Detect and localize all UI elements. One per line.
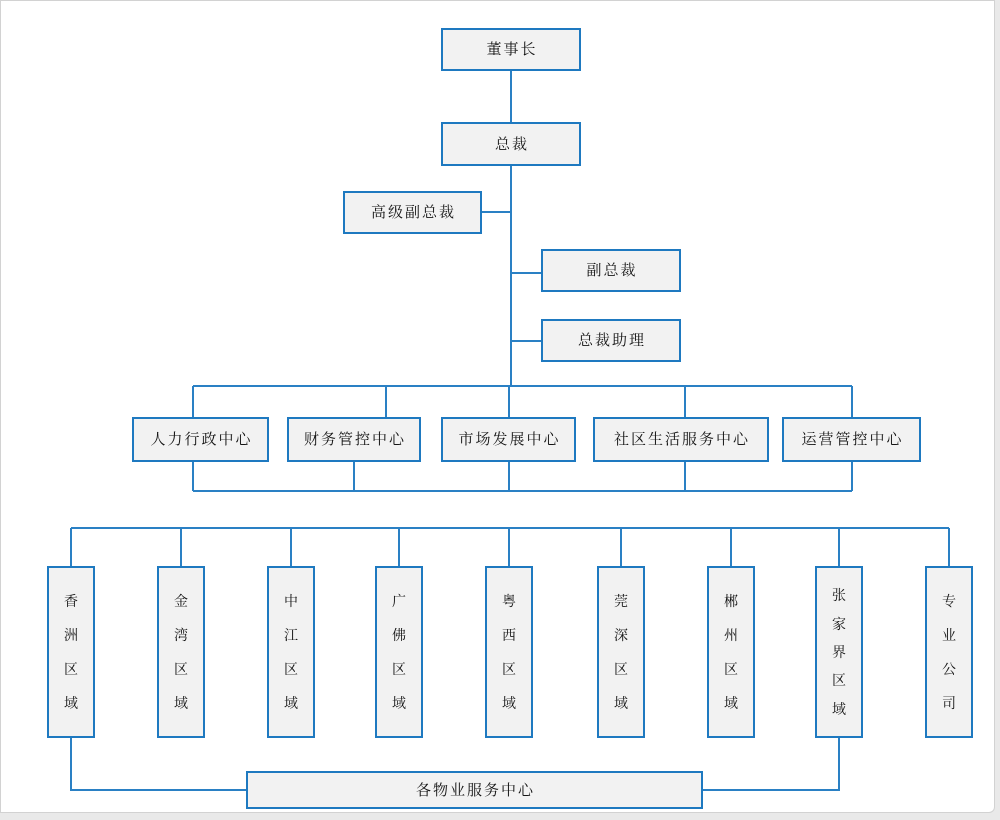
org-node-region-guangfo[interactable] <box>375 566 423 738</box>
org-node-label: 人力行政中心 <box>150 431 253 448</box>
org-node-region-jinwan[interactable] <box>157 566 205 738</box>
org-node-market-development-center[interactable] <box>441 417 576 462</box>
org-node-label: 副总裁 <box>586 262 638 279</box>
org-node-chairman[interactable] <box>441 28 581 71</box>
org-node-label: 运营管控中心 <box>801 431 904 448</box>
org-node-label: 各物业服务中心 <box>415 781 535 799</box>
org-node-president-assistant[interactable] <box>541 319 681 362</box>
org-node-label: 财务管控中心 <box>303 431 406 448</box>
org-node-senior-vice-president[interactable] <box>343 191 482 234</box>
org-node-label: 广 佛 区 域 <box>392 593 406 711</box>
org-node-region-xiangzhou[interactable] <box>47 566 95 738</box>
org-node-label: 粤 西 区 域 <box>502 593 516 711</box>
org-node-region-zhongjiang[interactable] <box>267 566 315 738</box>
org-node-label: 总裁助理 <box>577 332 646 349</box>
org-node-label: 郴 州 区 域 <box>724 593 738 711</box>
org-node-property-service-centers[interactable] <box>246 771 703 809</box>
org-node-label: 社区生活服务中心 <box>613 431 750 448</box>
org-node-region-chenzhou[interactable] <box>707 566 755 738</box>
org-node-label: 金 湾 区 域 <box>174 593 188 711</box>
org-node-label: 总裁 <box>494 135 529 153</box>
org-node-label: 市场发展中心 <box>458 431 561 448</box>
org-node-finance-control-center[interactable] <box>287 417 421 462</box>
org-node-community-life-service-center[interactable] <box>593 417 769 462</box>
org-node-label: 中 江 区 域 <box>284 593 298 711</box>
org-node-label: 莞 深 区 域 <box>614 593 628 711</box>
org-node-vice-president[interactable] <box>541 249 681 292</box>
org-node-region-zhangjiajie[interactable] <box>815 566 863 738</box>
org-node-hr-admin-center[interactable] <box>132 417 269 462</box>
org-node-region-guanshen[interactable] <box>597 566 645 738</box>
org-node-label: 高级副总裁 <box>370 204 456 221</box>
org-node-label: 张 家 界 区 域 <box>832 587 846 717</box>
org-node-professional-company[interactable] <box>925 566 973 738</box>
org-node-label: 董事长 <box>486 41 538 58</box>
org-chart <box>1 1 995 813</box>
org-node-operation-control-center[interactable] <box>782 417 921 462</box>
org-node-label: 香 洲 区 域 <box>64 593 78 711</box>
org-node-region-yuexi[interactable] <box>485 566 533 738</box>
org-node-label: 专 业 公 司 <box>942 593 956 711</box>
org-node-president[interactable] <box>441 122 581 166</box>
